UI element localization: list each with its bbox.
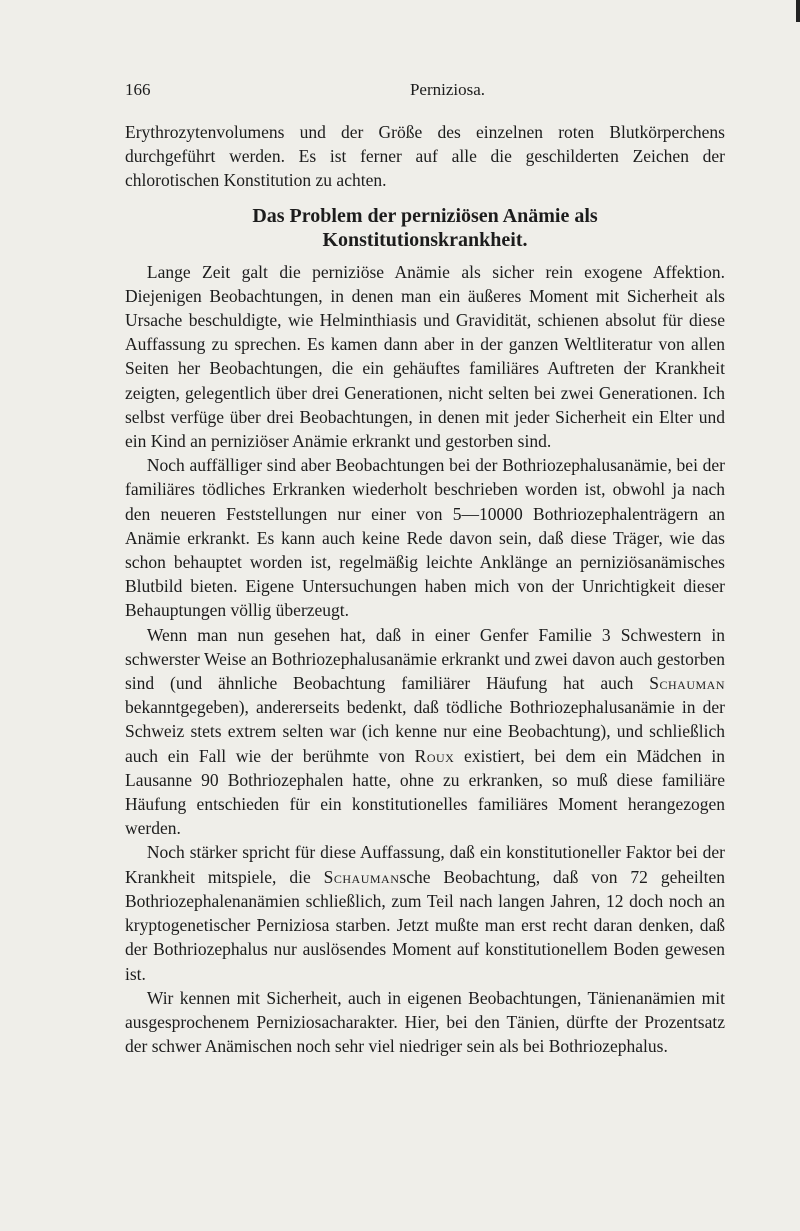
page-body xyxy=(125,120,725,1058)
author-name-schauman-2: Schauman xyxy=(323,866,400,887)
section-heading xyxy=(125,204,725,252)
paragraph-4-text-b: sche Beobachtung, daß von 72 geheilten Bothriozephalenanämien schließlich, zum Teil nach langen Jahren, 12 doch noch an kryptogenetischer Perniziosa starben. Jetzt mußte man erst recht daran denken, daß der Bothriozephalus nur auslösendes Moment auf konstitutionellem Boden gewesen ist. xyxy=(125,866,725,984)
paragraph-3-text-b: bekanntgegeben), andererseits bedenkt, daß tödliche Bothriozephalusanämie in der Schweiz stets extrem selten war (ich kenne nur eine Beobachtung), und schließlich auch ein Fall wie der berühmte von xyxy=(125,697,725,766)
paragraph-5: Wir kennen mit Sicherheit, auch in eigenen Beobachtungen, Tänienanämien mit ausgesprochenem Perniziosacharakter. Hier, bei den Tänien, dürfte der Prozentsatz der schwer Anämischen noch sehr viel niedriger sein als bei Bothriozephalus. xyxy=(125,987,725,1057)
paragraph-3 xyxy=(125,623,725,841)
author-name-schauman: Schauman xyxy=(649,673,725,694)
paragraph-4-text-a: Noch stärker spricht für diese Auffassung, daß ein konstitutioneller Faktor bei der Krankheit mitspiele, die xyxy=(125,842,725,887)
section-heading-line-1: Das Problem der perniziösen Anämie als xyxy=(252,204,598,227)
page-edge-mark xyxy=(796,0,800,22)
paragraph-3-text-c: existiert, bei dem ein Mädchen in Lausanne 90 Bothriozephalen hatte, ohne zu erkranken, so muß diese familiäre Häufung entschieden für ein konstitutionelles familiäres Moment herangezogen werden. xyxy=(125,745,725,839)
paragraph-2: Noch auffälliger sind aber Beobachtungen bei der Bothriozephalusanämie, bei der familiäres tödliches Erkranken wiederholt beschrieben worden ist, obwohl ja nach den neueren Feststellungen nur einer von 5—10000 Bothriozephalenträgern an Anämie erkrankt. Es kann auch keine Rede davon sein, daß diese Träger, wie das schon behauptet worden ist, regelmäßig leichte Anklänge an perniziösanämisches Blutbild bieten. Eigene Untersuchungen haben mich von der Unrichtigkeit dieser Behauptungen völlig überzeugt. xyxy=(125,455,725,621)
page-number: 166 xyxy=(125,80,151,99)
paragraph-3-text-a: Wenn man nun gesehen hat, daß in einer Genfer Familie 3 Schwestern in schwerster Weise an Bothriozephalusanämie erkrankt und zwei davon auch gestorben sind (und ähnliche Beobachtung familiärer Häufung hat auch xyxy=(125,624,725,694)
section-heading-line-2: Konstitutionskrankheit. xyxy=(322,228,528,251)
running-title: Perniziosa. xyxy=(409,80,486,99)
paragraph-1: Lange Zeit galt die perniziöse Anämie als sicher rein exogene Affektion. Diejenigen Beobachtungen, in denen man ein äußeres Moment mit Sicherheit als Ursache beschuldigte, wie Helminthiasis und Gravidität, schienen absolut für diese Auffassung zu sprechen. Es kamen dann aber in der ganzen Weltliteratur von allen Seiten her Beobachtungen, die ein gehäuftes familiäres Auftreten der Krankheit zeigten, gelegentlich über drei Generationen, nicht selten bei zwei Generationen. Ich selbst verfüge über drei Beobachtungen, in denen mit jeder Sicherheit ein Elter und ein Kind an perniziöser Anämie erkrankt und gestorben sind. xyxy=(125,261,725,452)
running-header xyxy=(125,80,690,102)
paragraph-4 xyxy=(125,840,725,985)
author-name-roux: Roux xyxy=(414,745,455,766)
paragraph-continued: Erythrozytenvolumens und der Größe des einzelnen roten Blutkörperchens durchgeführt werden. Es ist ferner auf alle die geschilderten Zeichen der chlorotischen Konstitution zu achten. xyxy=(125,122,725,191)
